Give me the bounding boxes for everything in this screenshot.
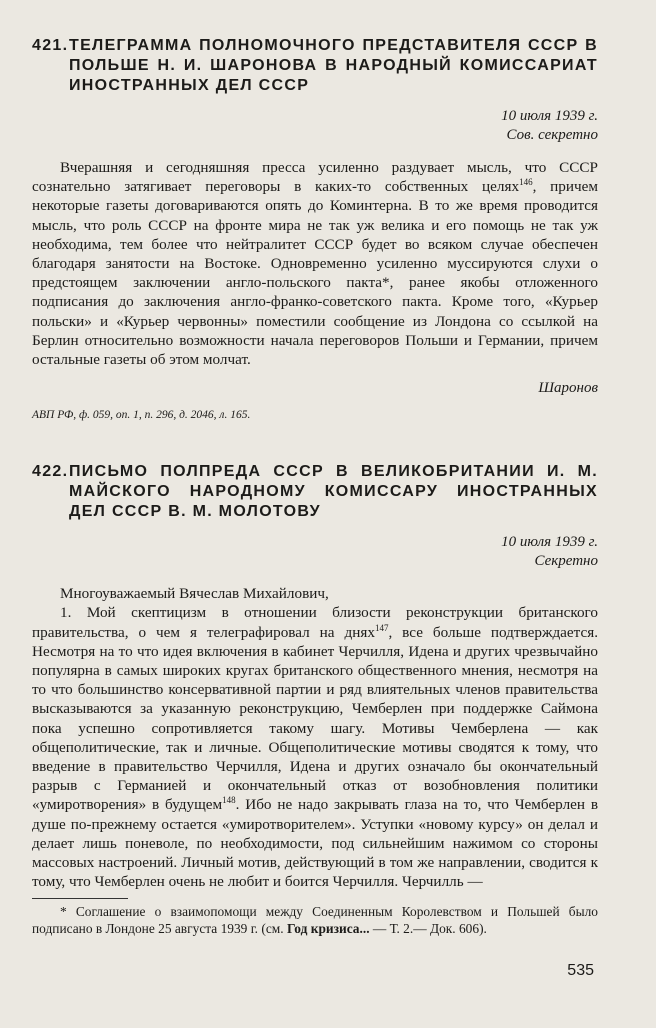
doc-422-classification: Секретно xyxy=(534,553,598,570)
doc-421-date: 10 июля 1939 г. xyxy=(501,108,598,124)
text-run: , все больше подтверждается. Несмотря на то что идея включения в кабинет Черчилля, Идена и других чрезвычайно популярна в самых широких кругах британского общественного мнения, несмотря на то что большинство консервативной партии и ряд влиятельных членов правительства высказываются за указанную реконструкцию, Чемберлен при поддержке Саймона пока успешно сопротивляется такому шагу. Мотивы Чемберлена — как общеполитические, так и личные. Общеполитические мотивы сводятся к тому, что введение в правительство Черчилля, Идена и других означало бы окончательный разрыв с Германией и окончательный отказ от возобновления политики «умиротворения» в будущем xyxy=(32,623,598,814)
doc-421-classification: Сов. секретно xyxy=(506,127,598,143)
page-number: 535 xyxy=(567,962,594,979)
text-run: , причем некоторые газеты договариваются опять до Коминтерна. В то же время проводится мысль, что роль СССР на фронте мира не так уж велика и его помощь не так уж необходима, тем более что нейтралитет СССР будет во всяком случае обеспечен благодаря занятости на Востоке. Одновременно усиленно муссируются слухи о предстоящем заключении англо-польского пакта*, ранее якобы отложенного подписания до заключения англо-франко-советского пакта. Кроме того, «Курьер польски» и «Курьер червонны» поместили сообщение из Лондона со ссылкой на Берлин относительно возможности начала переговоров Польши и Германии, причем остальные газеты об этом молчат. xyxy=(32,178,598,369)
footnote-ref-146: 146 xyxy=(519,177,533,188)
doc-422-meta xyxy=(32,533,598,571)
footnote-divider xyxy=(32,898,128,899)
doc-421-meta xyxy=(32,107,598,145)
doc-421-title: ТЕЛЕГРАММА ПОЛНОМОЧНОГО ПРЕДСТАВИТЕЛЯ СССР В ПОЛЬШЕ Н. И. ШАРОНОВА В НАРОДНЫЙ КОМИССАРИАТ ИНОСТРАННЫХ ДЕЛ СССР xyxy=(69,37,598,94)
doc-422-salutation: Многоуважаемый Вячеслав Михайлович, xyxy=(60,585,329,603)
footnote-ref-148: 148 xyxy=(222,795,236,806)
doc-422-heading xyxy=(32,462,598,522)
text-run: Вчерашняя и сегодняшняя пресса усиленно раздувает мысль, что СССР сознательно затягивает переговоры в каких-то собственных целях xyxy=(32,159,598,196)
text-run: . Ибо не надо закрывать глаза на то, что Чемберлен в душе по-прежнему остается «умиротворителем». Уступки «новому курсу» он делал и делает лишь поневоле, по необходимости, под сильнейшим нажимом со стороны массовых настроений. Личный мотив, действующий в том же направлении, сводится к тому, что Чемберлен очень не любит и боится Черчилля. Черчилль — xyxy=(32,796,598,891)
doc-422-title: ПИСЬМО ПОЛПРЕДА СССР В ВЕЛИКОБРИТАНИИ И. М. МАЙСКОГО НАРОДНОМУ КОМИССАРУ ИНОСТРАННЫХ ДЕЛ СССР В. М. МОЛОТОВУ xyxy=(69,463,598,521)
document-page xyxy=(32,36,598,937)
doc-422-body xyxy=(32,584,598,891)
doc-421-number: 421. xyxy=(32,37,69,54)
doc-421-heading xyxy=(32,36,598,96)
footnote-text: * Соглашение о взаимопомощи между Соединенным Королевством и Польшей было подписано в Лондоне 25 августа 1939 г. (см. xyxy=(32,904,598,937)
footnote xyxy=(32,903,598,937)
doc-422-date: 10 июля 1939 г. xyxy=(501,534,598,551)
document-421 xyxy=(32,36,598,423)
doc-421-body xyxy=(32,158,598,369)
text-run: 1. Мой скептицизм в отношении близости реконструкции британского правительства, о чем я телеграфировал на днях xyxy=(32,604,598,641)
doc-422-paragraph-1 xyxy=(32,603,598,891)
footnote-text: — Т. 2.— Док. 606). xyxy=(369,921,487,937)
footnote-ref-147: 147 xyxy=(374,622,389,633)
footnote-source-title: Год кризиса... xyxy=(286,921,370,937)
doc-421-paragraph xyxy=(32,158,598,369)
document-422 xyxy=(32,462,598,891)
doc-421-archive-ref: АВП РФ, ф. 059, оп. 1, п. 296, д. 2046, л. 165. xyxy=(32,409,251,422)
doc-422-number: 422. xyxy=(32,463,69,481)
doc-421-signature: Шаронов xyxy=(538,380,598,397)
